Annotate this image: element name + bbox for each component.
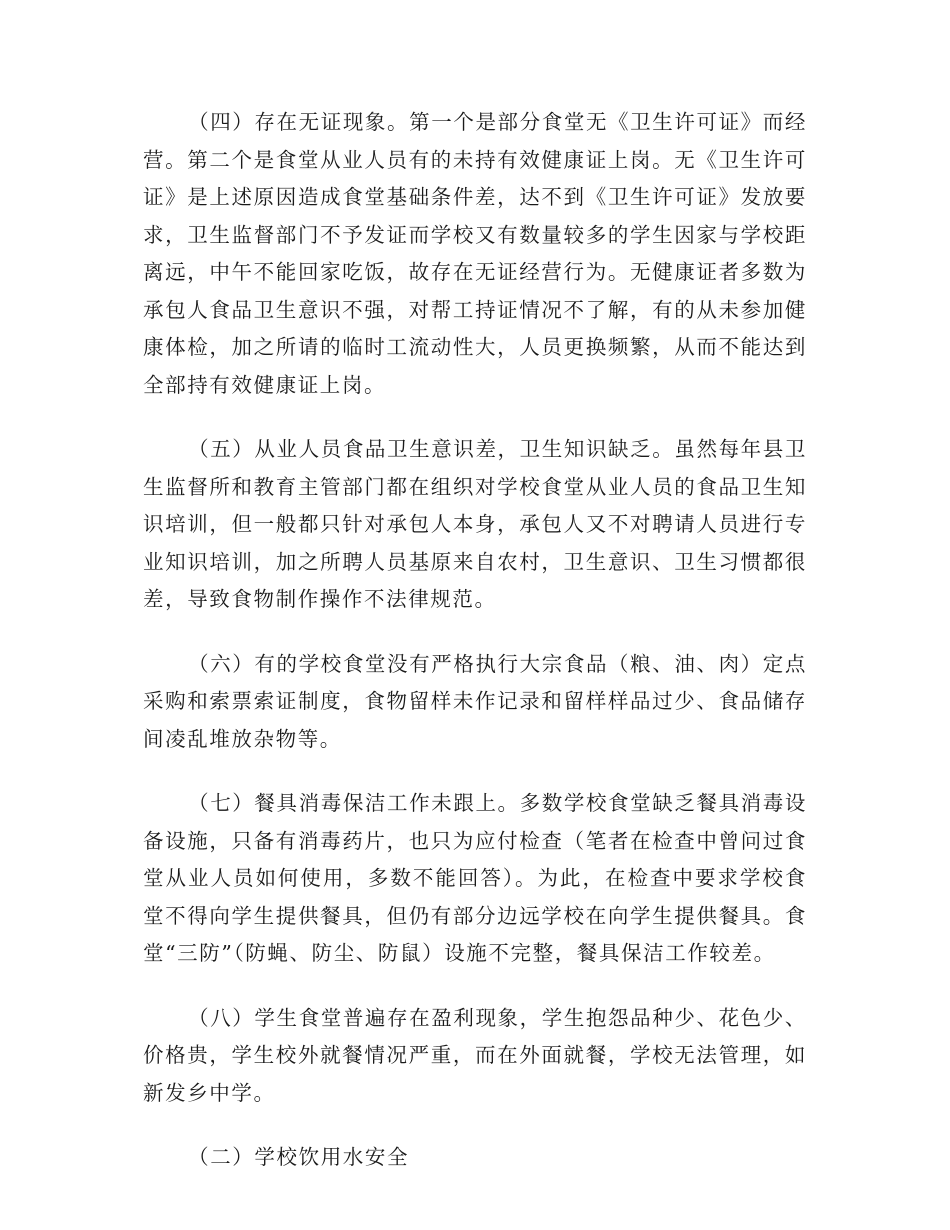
paragraph-six: （六）有的学校食堂没有严格执行大宗食品（粮、油、肉）定点采购和索票索证制度，食物留样未作记录和留样样品过少、食品储存间凌乱堆放杂物等。	[143, 651, 807, 751]
paragraph-seven: （七）餐具消毒保洁工作未跟上。多数学校食堂缺乏餐具消毒设备设施，只备有消毒药片，也只为应付检查（笔者在检查中曾问过食堂从业人员如何使用，多数不能回答）。为此，在检查中要求学校食堂不得向学生提供餐具，但仍有部分边远学校在向学生提供餐具。食堂“三防”（防蝇、防尘、防鼠）设施不完整，餐具保洁工作较差。	[143, 791, 807, 965]
paragraph-eight: （八）学生食堂普遍存在盈利现象，学生抱怨品种少、花色少、价格贵，学生校外就餐情况严重，而在外面就餐，学校无法管理，如新发乡中学。	[143, 1005, 807, 1105]
document-page	[143, 104, 807, 1204]
section-heading-water-safety: （二）学校饮用水安全	[188, 1145, 410, 1169]
paragraph-four: （四）存在无证现象。第一个是部分食堂无《卫生许可证》而经营。第二个是食堂从业人员有的未持有效健康证上岗。无《卫生许可证》是上述原因造成食堂基础条件差，达不到《卫生许可证》发放要求，卫生监督部门不予发证而学校又有数量较多的学生因家与学校距离远，中午不能回家吃饭，故存在无证经营行为。无健康证者多数为承包人食品卫生意识不强，对帮工持证情况不了解，有的从未参加健康体检，加之所请的临时工流动性大，人员更换频繁，从而不能达到全部持有效健康证上岗。	[143, 110, 807, 397]
paragraph-five: （五）从业人员食品卫生意识差，卫生知识缺乏。虽然每年县卫生监督所和教育主管部门都在组织对学校食堂从业人员的食品卫生知识培训，但一般都只针对承包人本身，承包人又不对聘请人员进行专业知识培训，加之所聘人员基原来自农村，卫生意识、卫生习惯都很差，导致食物制作操作不法律规范。	[143, 437, 807, 611]
